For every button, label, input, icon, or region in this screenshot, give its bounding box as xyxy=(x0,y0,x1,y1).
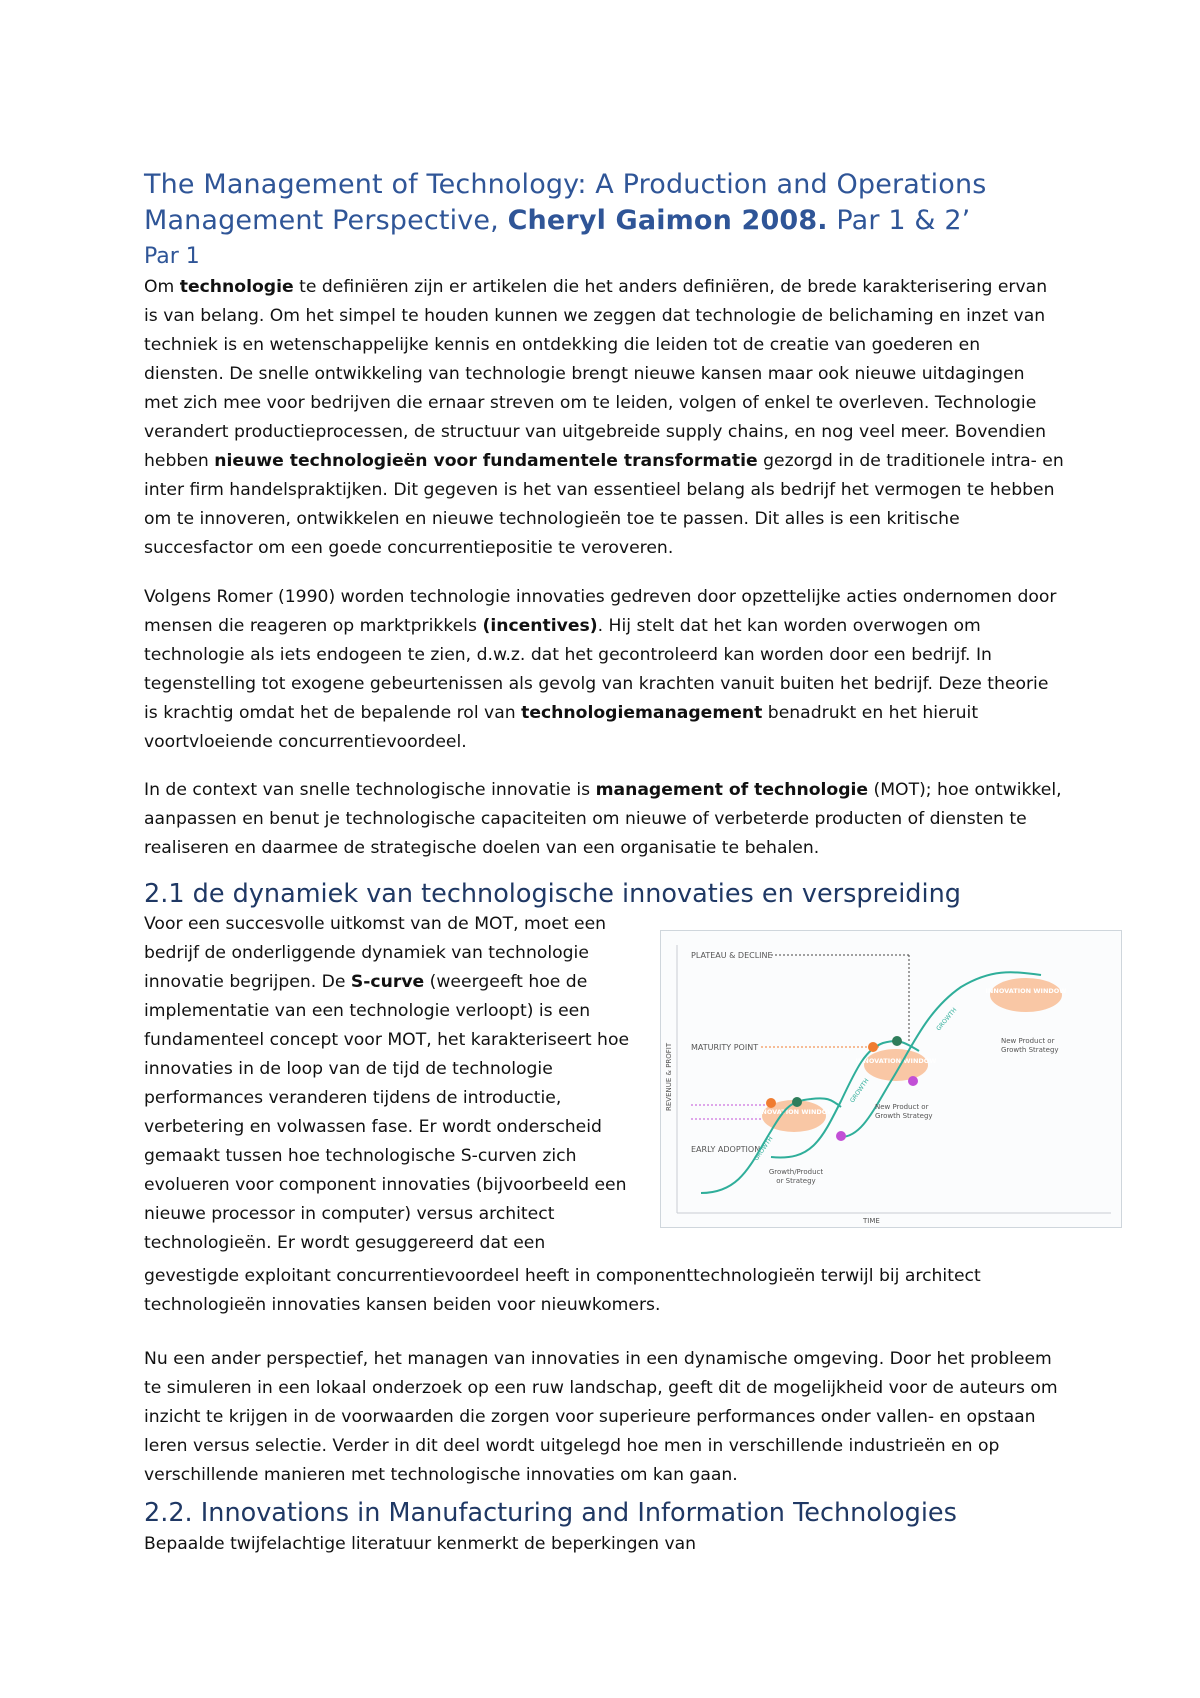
point-green-2 xyxy=(892,1036,902,1046)
maturity-label: MATURITY POINT xyxy=(691,1043,759,1052)
paragraph-technologie: Om technologie te definiëren zijn er artikelen die het anders definiëren, de brede karakterisering ervan is van belang. Om het simpel te houden kunnen we zeggen dat technologie de belichaming en inzet van techniek is en wetenschappelijke kennis en ontdekking die leiden tot de creatie van goederen en diensten. De snelle ontwikkeling van technologie brengt nieuwe kansen maar ook nieuwe uitdagingen met zich mee voor bedrijven die ernaar streven om te leiden, volgen of enkel te overleven. Technologie verandert productieprocessen, de structuur van uitgebreide supply chains, en nog veel meer. Bovendien hebben nieuwe technologieën voor fundamentele transformatie gezorgd in de traditionele intra- en inter firm handelspraktijken. Dit gegeven is het van essentieel belang als bedrijf het vermogen te hebben om te innoveren, ontwikkelen en nieuwe technologieën toe te passen. Dit alles is een kritische succesfactor om een goede concurrentiepositie te veroveren. xyxy=(144,277,1064,558)
point-orange-2 xyxy=(868,1042,878,1052)
growth-label-2: GROWTH xyxy=(848,1077,871,1105)
paragraph-dynamic-environment: Nu een ander perspectief, het managen van innovaties in een dynamische omgeving. Door het probleem te simuleren in een lokaal onderzoek op een ruw landschap, geeft dit de mogelijkheid voor de auteurs om inzicht te krijgen in de voorwaarden die zorgen voor superieure performances onder vallen- en opstaan leren versus selectie. Verder in dit deel wordt uitgelegd hoe men in verschillende industrieën en op verschillende manieren met technologische innovaties om kan gaan. xyxy=(144,1349,1058,1485)
strategy-3-line2: Growth Strategy xyxy=(1001,1046,1059,1054)
plateau-label: PLATEAU & DECLINE xyxy=(691,951,773,960)
point-purple-1 xyxy=(836,1131,846,1141)
par1-heading: Par 1 xyxy=(144,244,200,269)
point-green-1 xyxy=(792,1097,802,1107)
y-axis-title: REVENUE & PROFIT xyxy=(665,1042,673,1111)
paragraph-s-curve-continued: gevestigde exploitant concurrentievoordeel heeft in componenttechnologieën terwijl bij architect technologieën innovaties kansen beiden voor nieuwkomers. xyxy=(144,1266,981,1315)
strategy-2-line2: Growth Strategy xyxy=(875,1112,933,1120)
section-heading-2-2: 2.2. Innovations in Manufacturing and Information Technologies xyxy=(144,1498,957,1528)
section-heading-2-1: 2.1 de dynamiek van technologische innovaties en verspreiding xyxy=(144,879,961,909)
strategy-1-line2: or Strategy xyxy=(776,1177,816,1185)
paragraph-romer: Volgens Romer (1990) worden technologie innovaties gedreven door opzettelijke acties ondernomen door mensen die reageren op marktprikkels (incentives). Hij stelt dat het kan worden overwogen om technologie als iets endogeen te zien, d.w.z. dat het gecontroleerd kan worden door een bedrijf. In tegenstelling tot exogene gebeurtenissen als gevolg van krachten vanuit buiten het bedrijf. Deze theorie is krachtig omdat het de bepalende rol van technologiemanagement benadrukt en het hieruit voortvloeiende concurrentievoordeel. xyxy=(144,587,1057,752)
innovation-window-2 xyxy=(864,1049,928,1081)
strategy-2-line1: New Product or xyxy=(875,1103,929,1111)
point-orange-1 xyxy=(766,1098,776,1108)
innovation-window-3 xyxy=(990,978,1062,1012)
early-adoption-label: EARLY ADOPTION xyxy=(691,1145,761,1154)
strategy-3-line1: New Product or xyxy=(1001,1037,1055,1045)
innovation-window-3-label: INNOVATION WINDOW xyxy=(985,987,1067,995)
x-axis-title: TIME xyxy=(863,1217,880,1225)
s-curve-figure xyxy=(660,930,1122,1228)
paragraph-mot: In de context van snelle technologische innovatie is management of technologie (MOT); hoe ontwikkel, aanpassen en benut je technologische capaciteiten om nieuwe of verbeterde producten of diensten te realiseren en daarmee de strategische doelen van een organisatie te behalen. xyxy=(144,780,1062,858)
growth-label-1: GROWTH xyxy=(752,1135,775,1163)
paragraph-s-curve: Voor een succesvolle uitkomst van de MOT, moet een bedrijf de onderliggende dynamiek van technologie innovatie begrijpen. De S-curve (weergeeft hoe de implementatie van een technologie verloopt) is een fundamenteel concept voor MOT, het karakteriseert hoe innovaties in de loop van de tijd de technologie performances veranderen tijdens de introductie, verbetering en volwassen fase. Er wordt onderscheid gemaakt tussen hoe technologische S-curven zich evolueren voor component innovaties (bijvoorbeeld een nieuwe processor in computer) versus architect technologieën. Er wordt gesuggereerd dat een xyxy=(144,914,630,1253)
innovation-window-2-label: INNOVATION WINDOW xyxy=(855,1057,937,1065)
point-purple-2 xyxy=(908,1076,918,1086)
paragraph-literature: Bepaalde twijfelachtige literatuur kenmerkt de beperkingen van xyxy=(144,1534,697,1554)
strategy-1-line1: Growth/Product xyxy=(768,1168,824,1176)
innovation-window-1-label: INNOVATION WINDOW xyxy=(753,1108,835,1116)
growth-label-3: GROWTH xyxy=(935,1006,959,1033)
document-title: The Management of Technology: A Production and Operations Management Perspective, Cheryl Gaimon 2008. Par 1 & 2’ xyxy=(144,169,987,236)
